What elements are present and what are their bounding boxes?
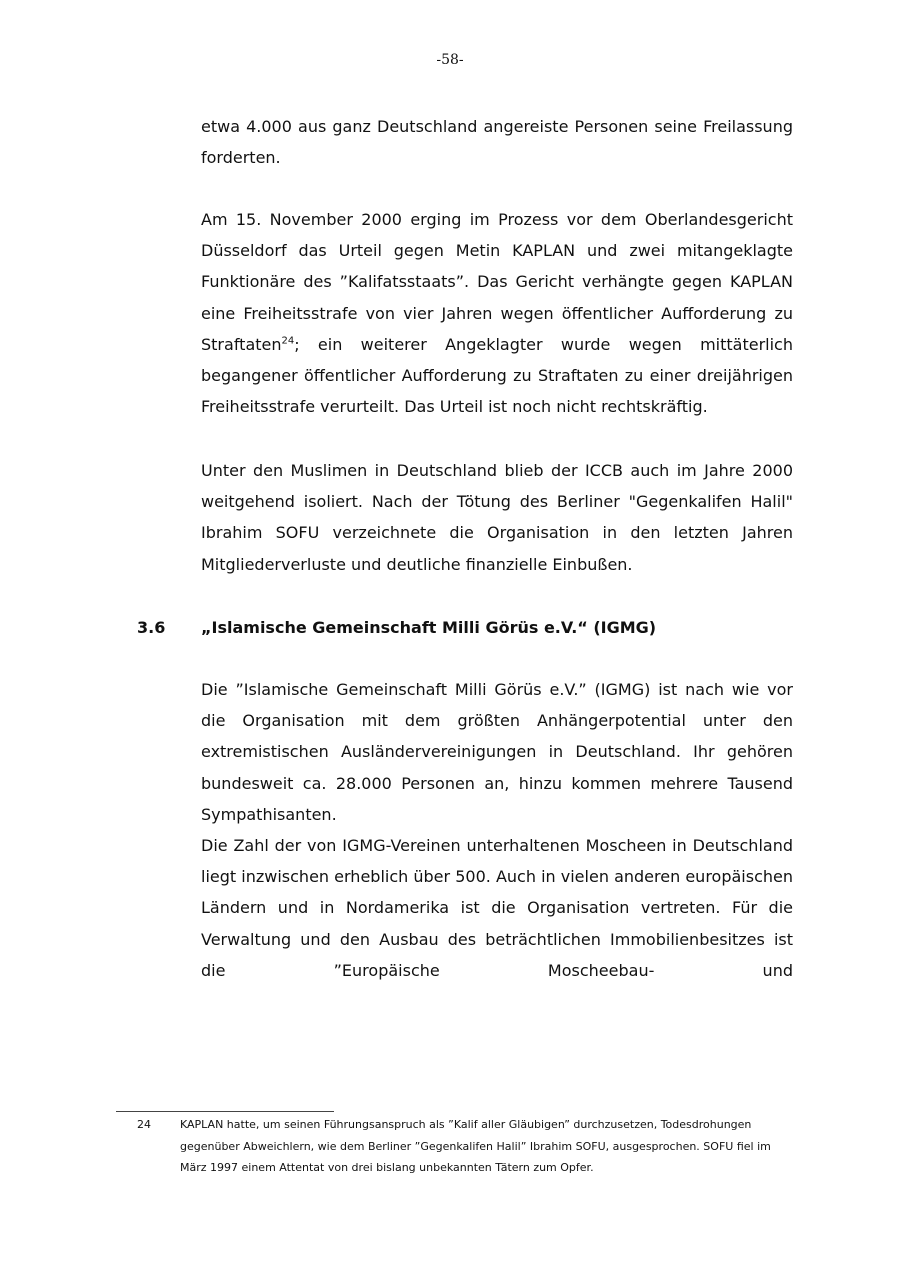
footnote-number: 24	[137, 1118, 151, 1131]
section-number: 3.6	[137, 618, 166, 637]
paragraph-continued	[201, 111, 793, 173]
page-number: -58-	[436, 52, 464, 68]
paragraph-text: etwa 4.000 aus ganz Deutschland angereiste Personen seine Freilassung forderten.	[201, 117, 793, 168]
footnote-ref[interactable]: 24	[281, 335, 295, 347]
paragraph-text: Die Zahl der von IGMG-Vereinen unterhaltenen Moscheen in Deutschland liegt inzwischen erheblich über 500. Auch in vielen anderen europäischen Ländern und in Nordamerika ist die Organisation vertreten. Für die Verwaltung und den Ausbau des beträchtlichen Immobilienbesitzes ist die ”Europäische Moscheebau- und	[201, 836, 793, 980]
text-after-footnote-ref: ; ein weiterer Angeklagter wurde wegen mittäterlich begangener öffentlicher Aufforderung zu Straftaten zu einer dreijährigen Freiheitsstrafe verurteilt. Das Urteil ist noch nicht rechtskräftig.	[201, 334, 793, 417]
paragraph-text: Unter den Muslimen in Deutschland blieb der ICCB auch im Jahre 2000 weitgehend isoliert. Nach der Tötung des Berliner "Gegenkalifen Halil" Ibrahim SOFU verzeichnete die Organisation in den letzten Jahren Mitgliederverluste und deutliche finanzielle Einbußen.	[201, 461, 793, 574]
paragraph-iccb	[201, 455, 793, 580]
paragraph-text	[201, 204, 793, 422]
paragraph-verdict	[201, 204, 793, 422]
footnote	[137, 1114, 797, 1179]
text-before-footnote-ref: Am 15. November 2000 erging im Prozess vor dem Oberlandesgericht Düsseldorf das Urteil gegen Metin KAPLAN und zwei mitangeklagte Funktionäre des ”Kalifatsstaats”. Das Gericht verhängte gegen KAPLAN eine Freiheitsstrafe von vier Jahren wegen öffentlicher Aufforderung zu Straftaten	[201, 210, 793, 354]
section-body	[201, 674, 793, 986]
footnote-separator	[116, 1111, 334, 1112]
paragraph-text: Die ”Islamische Gemeinschaft Milli Görüs e.V.” (IGMG) ist nach wie vor die Organisation mit dem größten Anhängerpotential unter den extremistischen Ausländervereinigungen in Deutschland. Ihr gehören bundesweit ca. 28.000 Personen an, hinzu kommen mehrere Tausend Sympathisanten.	[201, 680, 793, 824]
section-title: „Islamische Gemeinschaft Milli Görüs e.V.“ (IGMG)	[201, 618, 657, 637]
footnote-text: KAPLAN hatte, um seinen Führungsanspruch als ”Kalif aller Gläubigen” durchzusetzen, Todesdrohungen gegenüber Abweichlern, wie dem Berliner ”Gegenkalifen Halil” Ibrahim SOFU, ausgesprochen. SOFU fiel im März 1997 einem Attentat von drei bislang unbekannten Tätern zum Opfer.	[180, 1118, 771, 1174]
